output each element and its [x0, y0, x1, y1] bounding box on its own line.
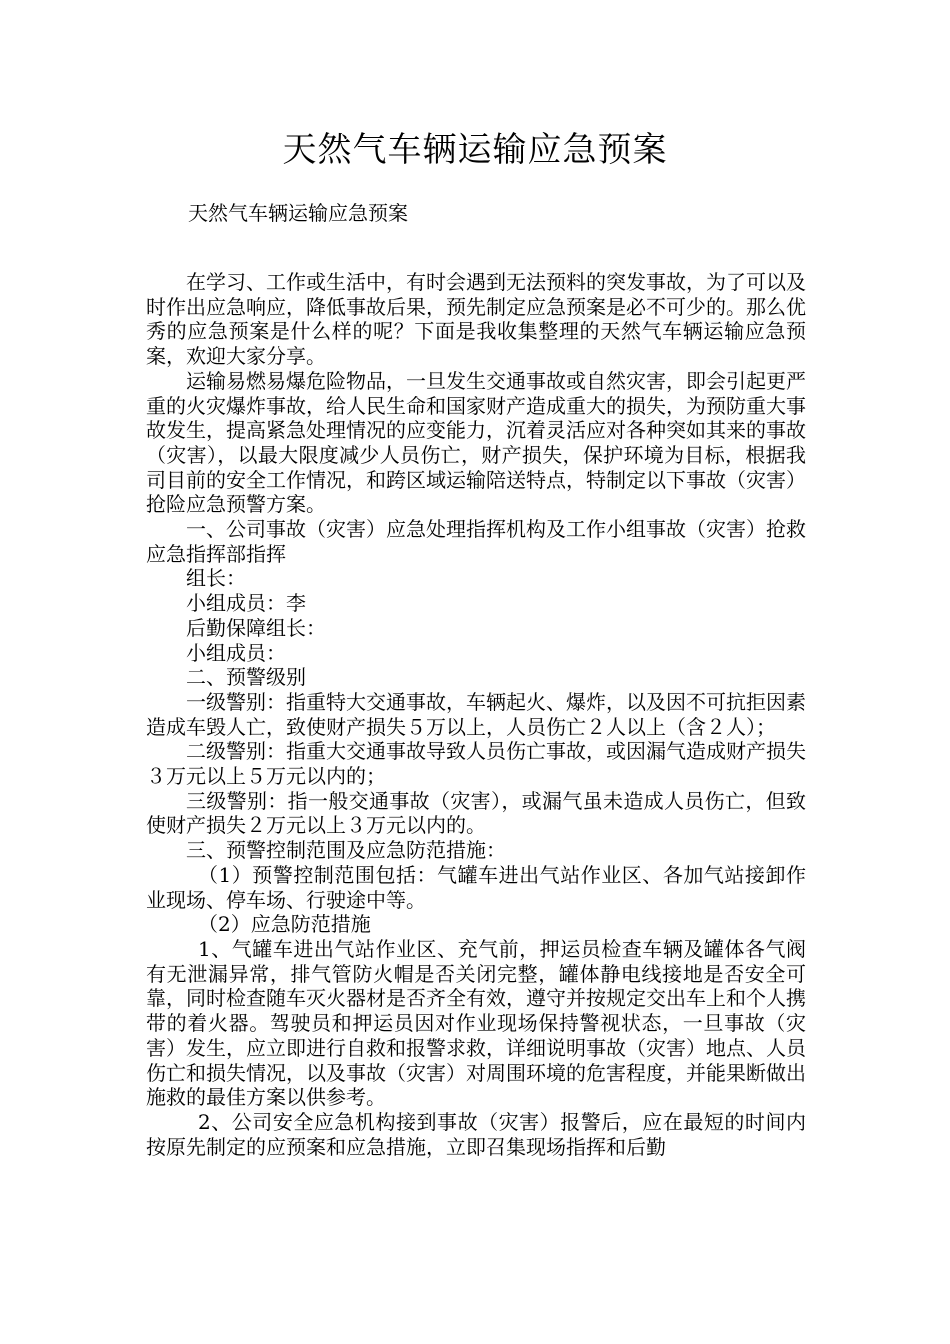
- list-item: 后勤保障组长：: [186, 615, 326, 640]
- document-body: [146, 270, 806, 1159]
- list-item: 小组成员：: [186, 640, 286, 665]
- document-subtitle: 天然气车辆运输应急预案: [188, 201, 408, 225]
- section-heading-1: 一、公司事故（灾害）应急处理指挥机构及工作小组事故（灾害）抢救应急指挥部指挥: [146, 517, 806, 566]
- paragraph-intro: 在学习、工作或生活中，有时会遇到无法预料的突发事故，为了可以及时作出应急响应，降低事故后果，预先制定应急预案是必不可少的。那么优秀的应急预案是什么样的呢？下面是我收集整理的天然气车辆运输应急预案，欢迎大家分享。: [146, 270, 806, 369]
- control-scope: （1）预警控制范围包括：气罐车进出气站作业区、各加气站接卸作业现场、停车场、行驶途中等。: [146, 862, 806, 912]
- list-item: 小组成员：李: [186, 591, 306, 616]
- warning-level-2: 二级警别：指重大交通事故导致人员伤亡事故，或因漏气造成财产损失３万元以上５万元以内的；: [146, 739, 806, 789]
- warning-level-1: 一级警别：指重特大交通事故，车辆起火、爆炸，以及因不可抗拒因素造成车毁人亡，致使财产损失５万以上，人员伤亡２人以上（含２人）；: [146, 689, 806, 739]
- measure-item-1: 1、气罐车进出气站作业区、充气前，押运员检查车辆及罐体各气阀有无泄漏异常，排气管防火帽是否关闭完整，罐体静电线接地是否安全可靠，同时检查随车灭火器材是否齐全有效，遵守并按规定交出车上和个人携带的着火器。驾驶员和押运员因对作业现场保持警视状态，一旦事故（灾害）发生，应立即进行自救和报警求救，详细说明事故（灾害）地点、人员伤亡和损失情况，以及事故（灾害）对周围环境的危害程度，并能果断做出施救的最佳方案以供参考。: [146, 936, 806, 1110]
- measures-heading: （2）应急防范措施: [198, 912, 371, 937]
- list-item: 组长：: [186, 566, 246, 591]
- document-title: 天然气车辆运输应急预案: [282, 130, 668, 170]
- warning-level-3: 三级警别：指一般交通事故（灾害），或漏气虽未造成人员伤亡，但致使财产损失２万元以上３万元以内的。: [146, 788, 806, 838]
- measure-item-2: 2、公司安全应急机构接到事故（灾害）报警后，应在最短的时间内按原先制定的应预案和应急措施，立即召集现场指挥和后勤: [146, 1109, 806, 1159]
- section-heading-2: 二、预警级别: [186, 665, 306, 690]
- section-heading-3: 三、预警控制范围及应急防范措施：: [186, 838, 506, 863]
- paragraph-background: 运输易燃易爆危险物品，一旦发生交通事故或自然灾害，即会引起更严重的火灾爆炸事故，给人民生命和国家财产造成重大的损失，为预防重大事故发生，提高紧急处理情况的应变能力，沉着灵活应对各种突如其来的事故（灾害），以最大限度减少人员伤亡，财产损失，保护环境为目标，根据我司目前的安全工作情况，和跨区域运输陪送特点，特制定以下事故（灾害）抢险应急预警方案。: [146, 368, 806, 517]
